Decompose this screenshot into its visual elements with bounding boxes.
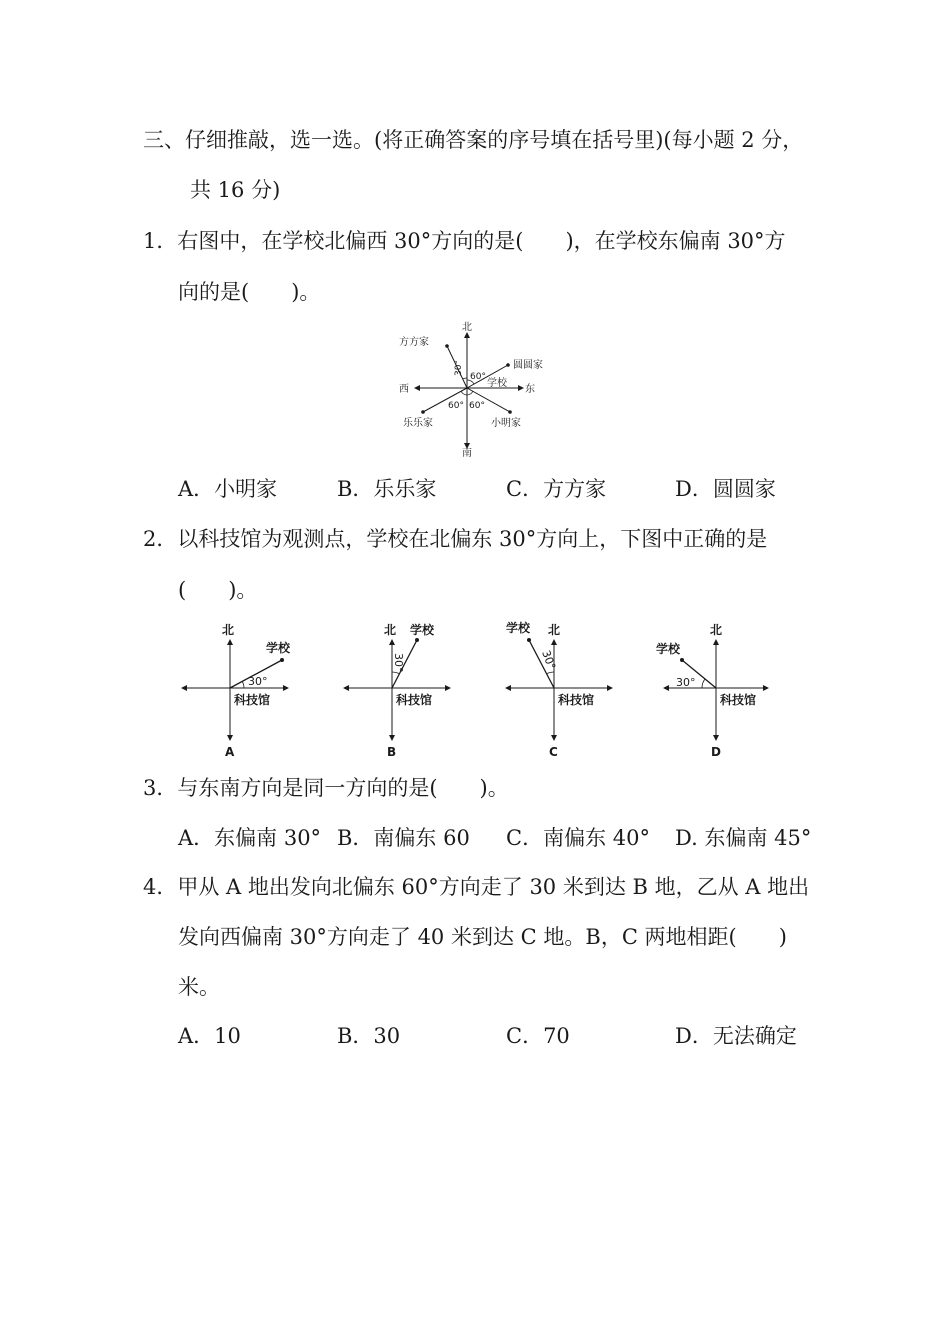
- fig-b-target: 学校: [410, 623, 435, 637]
- fig-b-label: B: [387, 745, 397, 759]
- q1-option-c[interactable]: C．方方家: [506, 477, 607, 501]
- q1-option-d[interactable]: D．圆圆家: [675, 477, 776, 501]
- q2-figure-b[interactable]: [340, 618, 460, 763]
- label-school: 学校: [487, 378, 507, 389]
- fig-a-label: A: [225, 745, 235, 759]
- fig-b-north: 北: [384, 623, 397, 637]
- fig-c-angle: 30°: [539, 648, 559, 672]
- fig-c-origin: 科技馆: [558, 693, 595, 707]
- label-east: 东: [525, 384, 535, 395]
- point-lele: [421, 410, 425, 414]
- label-yuanyuan: 圆圆家: [513, 360, 543, 371]
- label-xiaoming: 小明家: [491, 418, 521, 429]
- fig-d-origin: 科技馆: [720, 693, 757, 707]
- fig-b-origin: 科技馆: [396, 693, 433, 707]
- q3-option-c[interactable]: C．南偏东 40°: [506, 826, 650, 850]
- fig-a-angle: 30°: [248, 675, 268, 688]
- point-yuanyuan: [506, 363, 510, 367]
- q2-figure-a[interactable]: [178, 618, 298, 763]
- q2-figure-c[interactable]: [502, 618, 622, 763]
- fig-a-north: 北: [222, 623, 235, 637]
- question-4: 4．甲从 A 地出发向北偏东 60°方向走了 30 米到达 B 地，乙从 A 地出: [143, 875, 810, 899]
- q4-option-c[interactable]: C．70: [506, 1024, 570, 1048]
- q1-option-b[interactable]: B．乐乐家: [337, 477, 437, 501]
- label-west: 西: [399, 384, 409, 395]
- section-title: 三、仔细推敲，选一选。(将正确答案的序号填在括号里)(每小题 2 分，: [143, 128, 804, 152]
- fig-c-north: 北: [548, 623, 561, 637]
- fig-d-target: 学校: [656, 642, 681, 656]
- fig-c-label: C: [549, 745, 558, 759]
- fig-d-label: D: [711, 745, 721, 759]
- q4-option-b[interactable]: B．30: [337, 1024, 401, 1048]
- question-2-cont: ( )。: [178, 578, 258, 602]
- q4-option-a[interactable]: A．10: [178, 1024, 241, 1048]
- q3-option-d[interactable]: D. 东偏南 45°: [675, 826, 812, 850]
- label-lele: 乐乐家: [403, 418, 433, 429]
- fig-d-angle: 30°: [676, 676, 696, 689]
- point-xiaoming: [508, 410, 512, 414]
- q1-option-a[interactable]: A．小明家: [178, 477, 278, 501]
- label-angle-60-ne: 60°: [470, 372, 486, 382]
- fig-a-origin: 科技馆: [234, 693, 271, 707]
- question-4-cont2: 米。: [178, 975, 220, 999]
- question-3: 3．与东南方向是同一方向的是( )。: [143, 776, 509, 800]
- q2-figure-d[interactable]: [656, 618, 780, 763]
- label-angle-30: 30°: [454, 360, 464, 376]
- label-angle-60-se: 60°: [469, 401, 485, 411]
- label-angle-60-sw: 60°: [448, 401, 464, 411]
- question-4-cont: 发向西偏南 30°方向走了 40 米到达 C 地。B，C 两地相距( ): [178, 925, 787, 949]
- q3-option-b[interactable]: B．南偏东 60: [337, 826, 470, 850]
- section-title-cont: 共 16 分): [190, 178, 281, 202]
- fig-c-target: 学校: [506, 621, 531, 635]
- label-south: 南: [462, 448, 472, 459]
- fig-a-target: 学校: [266, 641, 291, 655]
- point-fangfang: [445, 344, 449, 348]
- question-1-cont: 向的是( )。: [178, 280, 321, 304]
- question-2: 2．以科技馆为观测点，学校在北偏东 30°方向上，下图中正确的是: [143, 527, 768, 551]
- fig-b-angle: 30°: [392, 653, 405, 673]
- fig-d-north: 北: [710, 623, 723, 637]
- question-1: 1．右图中，在学校北偏西 30°方向的是( )，在学校东偏南 30°方: [143, 229, 786, 253]
- q3-option-a[interactable]: A．东偏南 30°: [178, 826, 322, 850]
- label-north: 北: [462, 322, 472, 333]
- q4-option-d[interactable]: D．无法确定: [675, 1024, 797, 1048]
- q1-compass-diagram: [395, 318, 565, 463]
- label-fangfang: 方方家: [399, 337, 429, 348]
